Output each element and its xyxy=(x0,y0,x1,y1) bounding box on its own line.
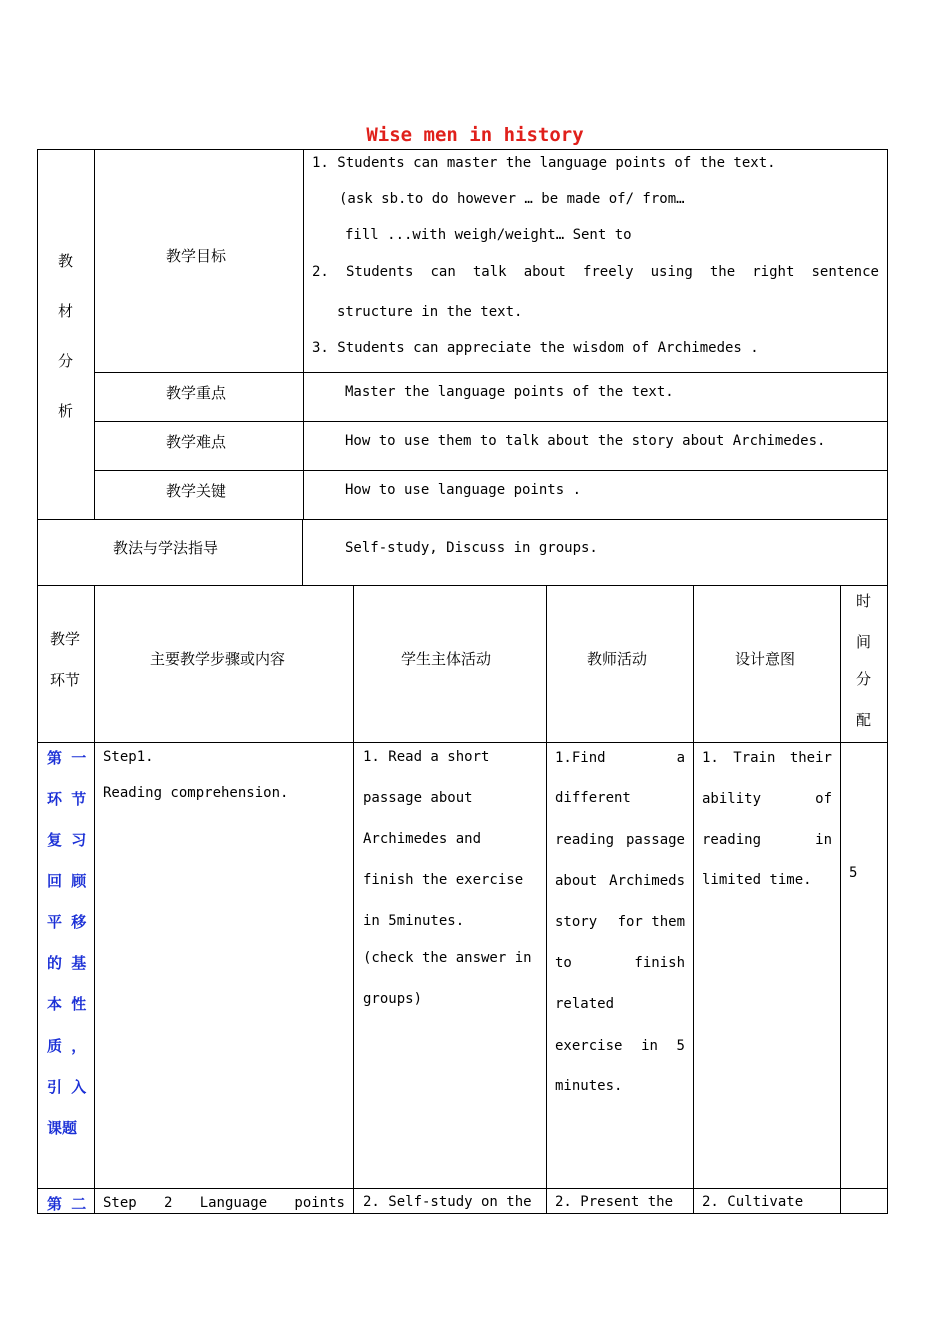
objectives-label: 教学目标 xyxy=(166,247,227,265)
header-stage-1: 教学 xyxy=(50,630,81,648)
analysis-side-char-3: 分 xyxy=(58,352,74,370)
method-text: Self-study, Discuss in groups. xyxy=(345,540,598,556)
word: sentence xyxy=(811,264,879,280)
text-line: Archimedes and xyxy=(363,831,482,847)
analysis-side-char-4: 析 xyxy=(58,402,74,420)
objective-line-4 xyxy=(312,264,879,280)
header-students: 学生主体活动 xyxy=(401,650,492,668)
difficult-points-text: How to use them to talk about the story about Archimedes. xyxy=(345,433,826,449)
word: in xyxy=(641,1038,658,1054)
word: right xyxy=(752,264,795,280)
word: Step xyxy=(103,1195,137,1211)
stage-line: 质 ， xyxy=(47,1037,89,1055)
text-line: different xyxy=(555,790,631,806)
header-steps: 主要教学步骤或内容 xyxy=(150,650,286,668)
word: ability xyxy=(702,791,762,807)
stage-line: 复 习 xyxy=(47,831,89,849)
word: Language xyxy=(199,1195,268,1211)
word: finish xyxy=(634,955,685,971)
text-line: passage about xyxy=(363,790,473,806)
stage-line: 环 节 xyxy=(47,790,89,808)
stage-line: 课题 xyxy=(47,1119,78,1137)
stage-line: 引 入 xyxy=(47,1078,89,1096)
header-time-4: 配 xyxy=(856,711,872,729)
stage-line: 平 移 xyxy=(47,913,89,931)
word: to xyxy=(555,955,572,971)
text-line: 1. Read a short xyxy=(363,749,490,765)
word: talk xyxy=(472,264,507,280)
header-intent: 设计意图 xyxy=(735,650,796,668)
difficult-points-label: 教学难点 xyxy=(166,433,227,451)
row-2-stage: 第 二 xyxy=(47,1195,89,1213)
objective-line-1: 1. Students can master the language points of the text. xyxy=(312,155,776,171)
text-line xyxy=(555,832,685,848)
header-time-3: 分 xyxy=(856,670,872,688)
text-line xyxy=(702,750,832,766)
header-time-2: 间 xyxy=(856,633,872,651)
crux-label: 教学关键 xyxy=(166,482,227,500)
word: of xyxy=(815,791,832,807)
text-line: limited time. xyxy=(702,872,812,888)
row-2-student-activity: 2. Self-study on the xyxy=(363,1194,532,1210)
word: reading xyxy=(702,832,762,848)
objective-line-6: 3. Students can appreciate the wisdom of Archimedes . xyxy=(312,340,759,356)
word: about xyxy=(523,264,566,280)
analysis-side-char-2: 材 xyxy=(58,302,74,320)
row-1-step-text: Reading comprehension. xyxy=(103,785,289,801)
header-teacher: 教师活动 xyxy=(587,650,648,668)
text-line: (check the answer in xyxy=(363,950,532,966)
objective-line-2: (ask sb.to do however … be made of/ from… xyxy=(339,191,685,207)
word: 5 xyxy=(676,1038,685,1054)
text-line xyxy=(555,750,685,766)
text-line: finish the exercise xyxy=(363,872,524,888)
stage-line: 第 一 xyxy=(47,749,89,767)
text-line xyxy=(555,914,685,930)
word: their xyxy=(789,750,832,766)
word: 2. xyxy=(312,264,329,280)
text-line: minutes. xyxy=(555,1078,623,1094)
crux-text: How to use language points . xyxy=(345,482,582,498)
word: Students xyxy=(345,264,414,280)
word: a xyxy=(676,750,685,766)
key-points-label: 教学重点 xyxy=(166,384,227,402)
word: passage xyxy=(625,832,685,848)
text-line: in 5minutes. xyxy=(363,913,465,929)
text-line: groups) xyxy=(363,991,423,1007)
page-title: Wise men in history xyxy=(366,124,584,146)
stage-line: 回 顾 xyxy=(47,872,89,890)
row-2-step xyxy=(103,1195,345,1211)
objective-line-3: fill ...with weigh/weight… Sent to xyxy=(345,227,632,243)
header-time-1: 时 xyxy=(856,592,872,610)
header-stage-2: 环节 xyxy=(50,671,81,689)
word: for them xyxy=(617,914,685,930)
word: reading xyxy=(555,832,615,848)
word: exercise xyxy=(555,1038,623,1054)
word: 1. xyxy=(702,750,719,766)
word: freely xyxy=(582,264,634,280)
text-line xyxy=(555,1038,685,1054)
word: can xyxy=(430,264,456,280)
text-line xyxy=(702,832,832,848)
word: using xyxy=(650,264,693,280)
word: Archimeds xyxy=(609,873,685,889)
objective-line-5: structure in the text. xyxy=(337,304,523,320)
analysis-side-char-1: 教 xyxy=(58,252,74,270)
text-line xyxy=(555,955,685,971)
stage-line: 的 基 xyxy=(47,954,89,972)
text-line: related xyxy=(555,996,615,1012)
word: Train xyxy=(733,750,776,766)
word: 1.Find xyxy=(555,750,606,766)
word: points xyxy=(294,1195,345,1211)
word: story xyxy=(555,914,598,930)
word: about xyxy=(555,873,598,889)
stage-line: 本 性 xyxy=(47,995,89,1013)
word: in xyxy=(815,832,832,848)
row-2-teacher-activity: 2. Present the xyxy=(555,1194,674,1210)
row-1-time: 5 xyxy=(849,865,858,881)
row-1-step-title: Step1. xyxy=(103,749,154,765)
row-2-design-intent: 2. Cultivate xyxy=(702,1194,804,1210)
word: 2 xyxy=(163,1195,173,1211)
word: the xyxy=(709,264,736,280)
text-line xyxy=(555,873,685,889)
method-label: 教法与学法指导 xyxy=(113,539,219,557)
text-line xyxy=(702,791,832,807)
key-points-text: Master the language points of the text. xyxy=(345,384,674,400)
